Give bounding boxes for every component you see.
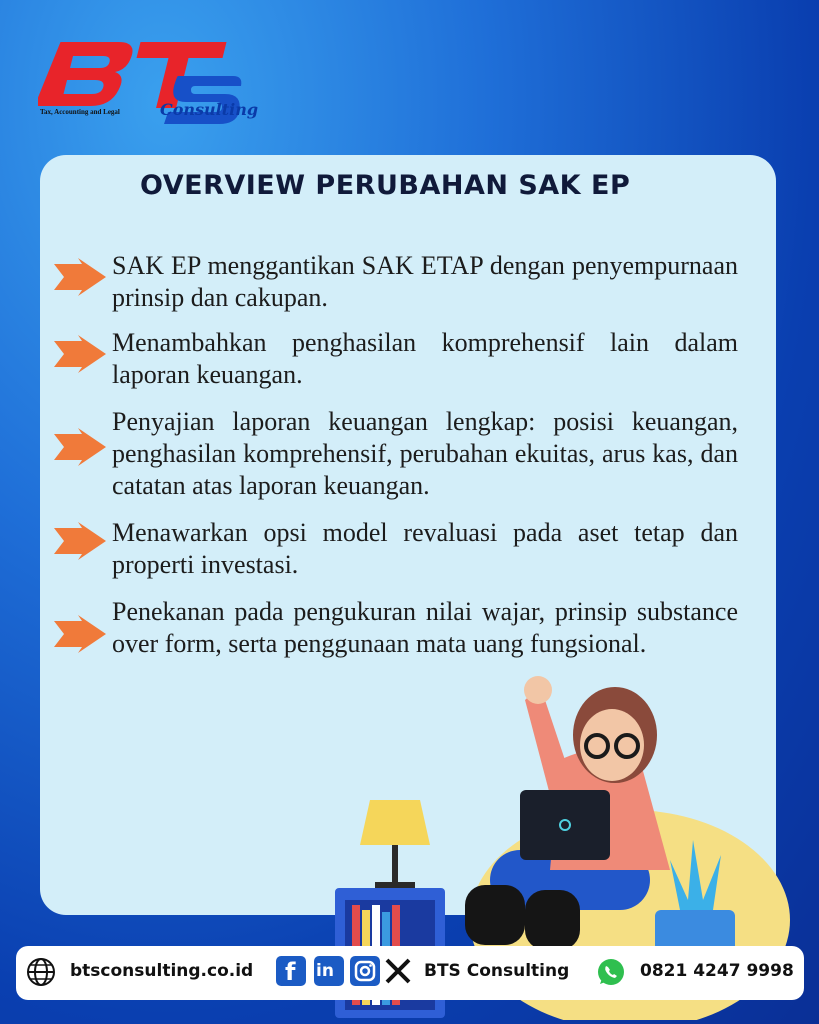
x-icon[interactable] <box>384 957 412 985</box>
facebook-icon[interactable]: f <box>276 956 306 986</box>
linkedin-icon[interactable]: in <box>314 956 344 986</box>
whatsapp-icon[interactable] <box>596 957 626 987</box>
phone-number[interactable]: 0821 4247 9998 <box>640 961 794 981</box>
list-item: SAK EP menggantikan SAK ETAP dengan penyempurnaan prinsip dan cakupan. <box>112 251 738 312</box>
logo-consulting-text: Consulting <box>160 100 259 119</box>
arrow-icon <box>52 258 106 296</box>
arrow-icon <box>52 522 106 560</box>
bts-logo <box>38 36 248 136</box>
website-link[interactable]: btsconsulting.co.id <box>70 961 254 981</box>
logo-tagline: Tax, Accounting and Legal <box>40 108 120 116</box>
social-handle: BTS Consulting <box>424 961 570 981</box>
globe-icon <box>26 957 56 987</box>
arrow-icon <box>52 615 106 653</box>
arrow-icon <box>52 335 106 373</box>
instagram-icon[interactable] <box>350 956 380 986</box>
list-item: Menambahkan penghasilan komprehensif lain dalam laporan keuangan. <box>112 328 738 389</box>
list-item: Penyajian laporan keuangan lengkap: posisi keuangan, penghasilan komprehensif, perubahan ekuitas, arus kas, dan catatan atas laporan keuangan. <box>112 407 738 500</box>
list-item: Penekanan pada pengukuran nilai wajar, prinsip substance over form, serta penggunaan mata uang fungsional. <box>112 597 738 658</box>
list-item: Menawarkan opsi model revaluasi pada aset tetap dan properti investasi. <box>112 518 738 579</box>
arrow-icon <box>52 428 106 466</box>
page-title: OVERVIEW PERUBAHAN SAK EP <box>140 170 631 201</box>
